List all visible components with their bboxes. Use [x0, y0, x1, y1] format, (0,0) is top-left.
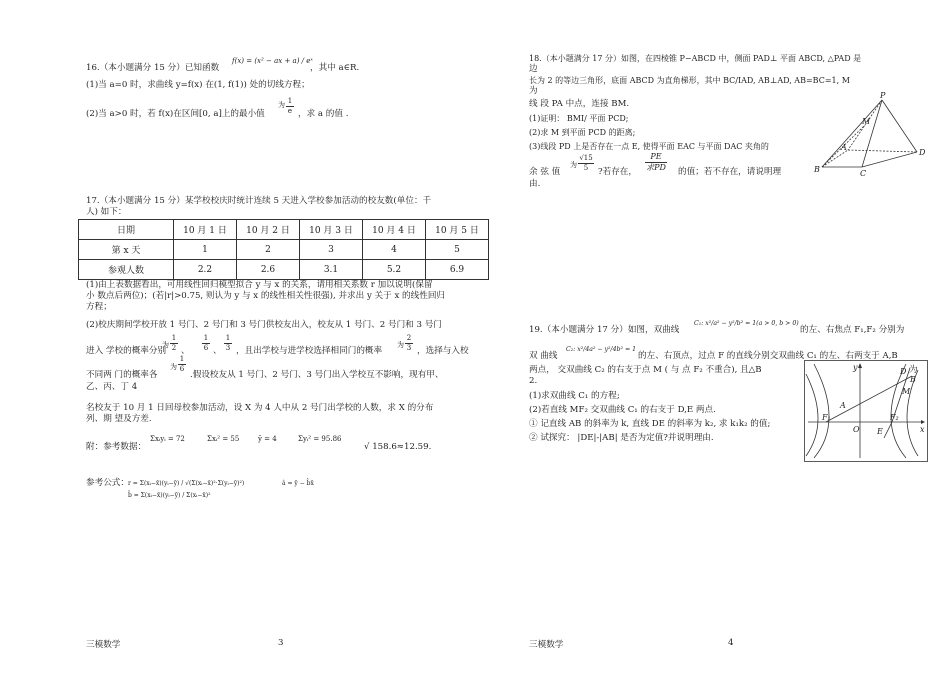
table-header-cell: 10 月 4 日	[363, 220, 426, 240]
q16-frac-den: e	[287, 107, 293, 115]
q17-part2-l2a: 进入 学校的概率分别	[86, 346, 167, 356]
label-m: M	[862, 117, 871, 126]
table-cell: 3	[300, 240, 363, 260]
table-row-label: 参观人数	[79, 260, 174, 280]
table-cell: 2	[237, 240, 300, 260]
q17-part1-l2: 小 数点后两位)；(若|r|>0.75, 则认为 y 与 x 的线性相关性很强), 并求出 y 关于 x 的线性回归	[86, 291, 446, 301]
q19-c2-equation: C₂: x²/4a² − y²/4b² = 1	[566, 346, 637, 353]
pyramid-figure	[812, 92, 932, 180]
label-d: D	[919, 148, 926, 157]
q17-ref-data2: Σxᵢ² = 55	[207, 435, 240, 443]
q17-part2-l5: 名校友于 10 月 1 日回母校参加活动，设 X 为 4 人中从 2 号门出学校的人数，求 X 的分布	[86, 403, 434, 413]
table-row	[79, 260, 489, 280]
frac-num: 1	[225, 334, 231, 342]
table-header-cell: 10 月 2 日	[237, 220, 300, 240]
q19-l4: 2.	[529, 376, 538, 386]
q18-p3b-end: 的值；若不存在，请说明理	[678, 167, 782, 177]
q16-fraction-1-over-e	[286, 97, 294, 116]
label-a: A	[841, 143, 847, 152]
q17-formula-b: b̂ = Σ(xᵢ−x̄)(yᵢ−ȳ) / Σ(xᵢ−x̄)²	[128, 492, 211, 499]
c2-left-branch	[806, 374, 818, 456]
table-header-cell: 10 月 5 日	[426, 220, 489, 240]
q17-part2-l6: 列、期 望及方差.	[86, 414, 152, 424]
table-row-label: 第 x 天	[79, 240, 174, 260]
q16-function: f(x) = (x² − ax + a) / eˣ	[232, 57, 313, 65]
edge-ad	[848, 150, 917, 152]
label-y: y	[853, 363, 858, 372]
q17-formula-label: 参考公式：	[86, 478, 129, 488]
frac-den: 求PD	[646, 163, 666, 172]
q18-fraction-pe-pd	[645, 152, 667, 173]
label-o: O	[853, 425, 860, 434]
q17-ref-data4: Σyᵢ² = 95.86	[298, 435, 342, 443]
q19-c1-equation: C₁: x²/a² − y²/b² = 1(a > 0, b > 0)	[694, 320, 799, 327]
footer-page-left: 3	[278, 638, 284, 648]
q16-stem-prefix: 16.（本小题满分 15 分）已知函数	[86, 63, 220, 73]
q17-part2-l2c: ，选择与入校	[417, 346, 469, 356]
table-cell: 1	[174, 240, 237, 260]
q18-fraction-sqrt15-5	[578, 154, 594, 173]
frac-den: 3	[225, 344, 231, 352]
table-header-cell: 10 月 3 日	[300, 220, 363, 240]
table-cell: 2.6	[237, 260, 300, 280]
table-cell: 3.1	[300, 260, 363, 280]
line-f1-b	[826, 376, 912, 422]
q17-part2-l3a: 不同两 门的概率各	[86, 370, 158, 380]
label-p: P	[880, 92, 886, 100]
q18-p3b-a: 余 弦 值	[529, 167, 561, 177]
q18-l2b: 为	[529, 86, 538, 96]
q19-p1: (1)求双曲线 C₁ 的方程;	[529, 391, 620, 401]
q17-stem-line1: 17.（本小题满分 15 分）某学校校庆时统计连续 5 天进入学校参加活动的校友数(单位：千	[86, 196, 432, 206]
frac-num: 2	[406, 334, 412, 342]
q18-p3b-prefix: 为	[570, 161, 577, 169]
frac-den: 2	[171, 344, 177, 352]
q18-p3: (3)线段 PD 上是否存在一点 E, 使得平面 EAC 与平面 DAC 夹角的	[529, 142, 769, 151]
label-m: M	[902, 387, 911, 396]
q17-p-prefix2: 为	[397, 341, 404, 349]
frac-num: 1	[179, 355, 185, 363]
table-row	[79, 240, 489, 260]
q18-l2: 长为 2 的等边三角形，底面 ABCD 为直角梯形，其中 BC/IAD, AB⊥AD, AB=BC=1, M	[529, 76, 850, 85]
c1-left-branch	[814, 364, 829, 458]
q17-fraction-1-6	[202, 334, 210, 353]
frac-num: √15	[579, 154, 593, 162]
table-cell: 5	[426, 240, 489, 260]
table-cell: 6.9	[426, 260, 489, 280]
q17-p-prefix3: 为	[170, 363, 177, 371]
q18-l1: 18.（本小题满分 17 分）如图，在四棱锥 P−ABCD 中，侧面 PAD⊥ 平面 ABCD, △PAD 是	[529, 54, 862, 63]
q17-ref-data1: Σxᵢyᵢ = 72	[150, 435, 185, 443]
label-a: A	[840, 401, 846, 410]
frac-den: 5	[578, 163, 594, 173]
q17-fraction-1-6b	[178, 355, 186, 374]
table-row	[79, 220, 489, 240]
label-c: C	[860, 169, 867, 178]
hyperbola-figure	[804, 360, 928, 462]
edge-pb	[822, 100, 882, 167]
table-header-cell: 10 月 1 日	[174, 220, 237, 240]
frac-den: 3	[406, 344, 412, 352]
q18-l1b: 边	[529, 64, 538, 74]
q19-l1b: 的左、右焦点 F₁,F₂ 分别为	[800, 325, 905, 335]
q16-frac-num: 1	[287, 97, 293, 105]
q17-formula-a: â = ȳ − b̂x̄	[282, 480, 314, 487]
y-axis-arrow-icon	[858, 363, 862, 368]
frac-num: 1	[171, 334, 177, 342]
edge-pc	[862, 100, 882, 167]
q17-table	[78, 219, 489, 280]
q17-part2-l2b: ，且出学校与进学校选择相同门的概率	[236, 346, 383, 356]
frac-den: 6	[179, 365, 185, 373]
q19-l2b: 的左、右顶点，过点 F 的直线分别交双曲线 C₁ 的左、右两支于 A,B	[638, 351, 898, 361]
q18-p3c: 由.	[529, 179, 541, 189]
q19-p2-2: ② 试探究： |DE|-|AB| 是否为定值?并说明理由.	[529, 433, 714, 443]
q17-ref-sqrt: √ 158.6≈12.59.	[364, 442, 432, 452]
q17-part1-l1: (1)由上表数据看出，可用线性回归模型拟合 y 与 x 的关系，请用相关系数 r 加以说明(保留	[86, 280, 433, 290]
q16-stem-suffix: ，其中 a∈R.	[310, 63, 360, 73]
line-f2-e	[884, 422, 892, 438]
label-e: E	[877, 427, 883, 436]
table-cell: 4	[363, 240, 426, 260]
footer-subject-left: 三模数学	[86, 640, 121, 650]
x-axis-arrow-icon	[921, 420, 925, 424]
label-x: x	[920, 425, 925, 434]
q17-ref-label: 附：参考数据：	[86, 442, 147, 452]
edge-pd	[882, 100, 917, 152]
q19-p2-1: ① 记直线 AB 的斜率为 k, 直线 DE 的斜率为 k₂, 求 k₁k₂ 的值;	[529, 419, 771, 429]
table-cell: 2.2	[174, 260, 237, 280]
label-d: D	[900, 367, 907, 376]
label-b: B	[910, 375, 916, 384]
footer-subject-right: 三模数学	[529, 640, 564, 650]
q17-stem-line2: 人) 如下：	[86, 207, 127, 217]
frac-num: PE	[650, 152, 662, 161]
q17-part2-l3b: .假设校友从 1 号门、2 号门、3 号门出入学校互不影响，现有甲、	[190, 370, 444, 380]
q19-p2: (2)若直线 MF₂ 交双曲线 C₁ 的右支于 D,E 两点.	[529, 405, 716, 415]
c1-right-branch	[891, 364, 906, 458]
q17-part2-l4: 乙、丙、丁 4	[86, 382, 138, 392]
frac-den: 6	[203, 344, 209, 352]
q19-l2a: 双 曲线	[529, 351, 558, 361]
q17-part1-l3: 方程；	[86, 302, 112, 312]
q19-l3b: 为	[909, 365, 918, 375]
q19-l3: 两点， 交双曲线 C₂ 的右支于点 M ( 与 点 F₂ 不重合), 且△B	[529, 365, 762, 375]
label-f2: F₂	[890, 413, 899, 422]
q16-part2-a: (2)当 a>0 时，若 f(x)在区间[0, a]上的最小值	[86, 109, 265, 119]
table-header-cell: 日期	[79, 220, 174, 240]
q18-l3: 线 段 PA 中点，连接 BM.	[529, 99, 630, 109]
q19-l1a: 19.（本小题满分 17 分）如图，双曲线	[529, 325, 680, 335]
q17-fraction-2-3	[405, 334, 413, 353]
table-cell: 5.2	[363, 260, 426, 280]
q16-part1: (1)当 a=0 时，求曲线 y=f(x) 在(1, f(1)) 处的切线方程；	[86, 80, 310, 90]
frac-num: 1	[203, 334, 209, 342]
q16-part2-b: ，求 a 的值 .	[298, 109, 349, 119]
q17-p-prefix: 为	[162, 341, 169, 349]
footer-page-right: 4	[728, 638, 734, 648]
q17-sep1: 、	[181, 346, 190, 356]
edge-cd	[862, 152, 917, 167]
label-b: B	[814, 165, 820, 174]
q16-part2-frac-prefix: 为	[278, 101, 285, 109]
q18-p1: (1)证明： BMI/ 平面 PCD;	[529, 114, 629, 123]
q17-fraction-1-3	[224, 334, 232, 353]
label-f1: F₁	[822, 413, 831, 422]
q18-p3b-mid: ?若存在，	[598, 167, 637, 177]
q17-part2-l1: (2)校庆期间学校开放 1 号门、2 号门和 3 号门供校友出入，校友从 1 号门、2 号门和 3 号门	[86, 320, 442, 330]
q17-ref-data3: ȳ = 4	[258, 435, 277, 443]
q17-formula-r: r = Σ(xᵢ−x̄)(yᵢ−ȳ) / √(Σ(xᵢ−x̄)²·Σ(yᵢ−ȳ)²)	[128, 480, 245, 487]
q18-p2: (2)求 M 到平面 PCD 的距离;	[529, 128, 636, 137]
q17-fraction-1-2	[170, 334, 178, 353]
q17-sep2: 、	[213, 346, 222, 356]
